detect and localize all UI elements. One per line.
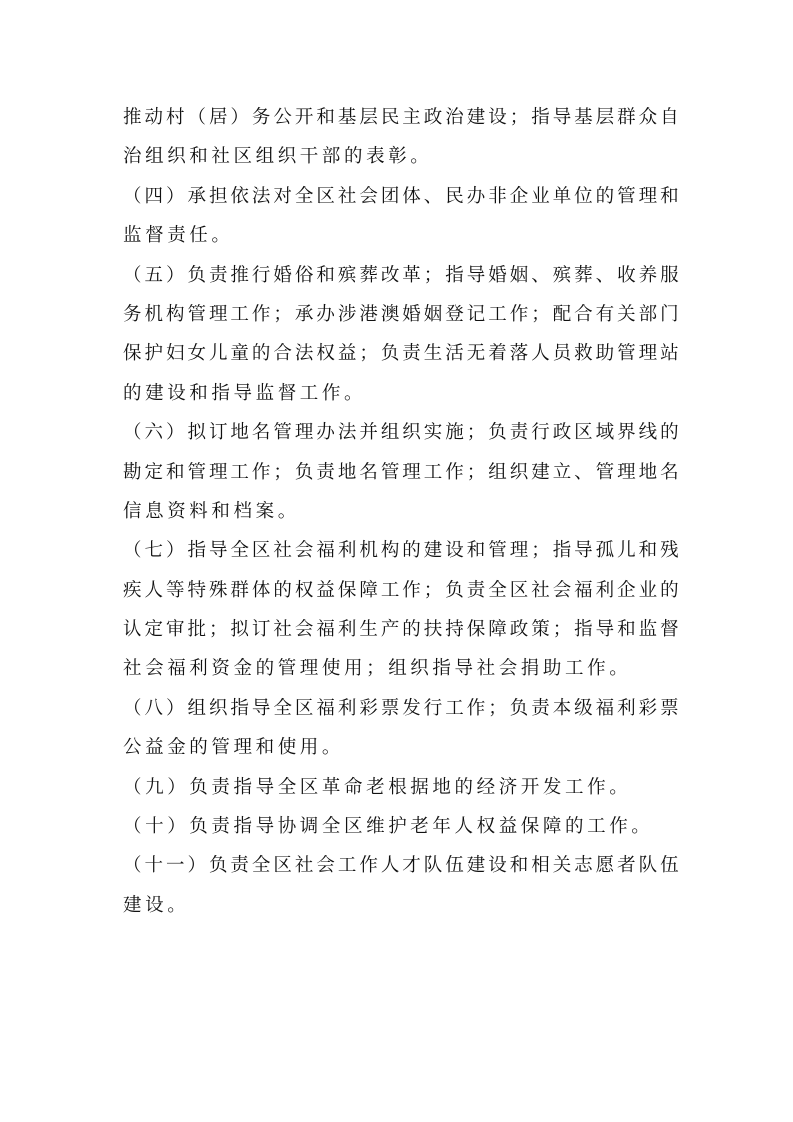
text-line: 治组织和社区组织干部的表彰。: [123, 146, 433, 168]
text-line: （ 六 ） 拟 订 地 名 管 理 办 法 并 组 织 实 施 ； 负 责 行 政 区 域 界 线 的: [123, 422, 679, 444]
text-line: 认 定 审 批 ； 拟 订 社 会 福 利 生 产 的 扶 持 保 障 政 策 ； 指 导 和 监 督: [123, 619, 679, 641]
text-line: 推 动 村 （ 居 ） 务 公 开 和 基 层 民 主 政 治 建 设 ； 指 导 基 层 群 众 自: [123, 107, 679, 128]
text-line: （ 十 一 ） 负 责 全 区 社 会 工 作 人 才 队 伍 建 设 和 相 关 志 愿 者 队 伍: [123, 855, 679, 877]
text-line: 勘 定 和 管 理 工 作 ； 负 责 地 名 管 理 工 作 ； 组 织 建 立 、 管 理 地 名: [123, 461, 679, 483]
text-line: （九）负责指导全区革命老根据地的经济开发工作。: [123, 776, 632, 798]
text-line: 监督责任。: [123, 225, 234, 247]
text-line: 信息资料和档案。: [123, 500, 300, 522]
text-line: 保 护 妇 女 儿 童 的 合 法 权 益 ； 负 责 生 活 无 着 落 人 员 救 助 管 理 站: [123, 343, 679, 365]
text-line: （ 四 ） 承 担 依 法 对 全 区 社 会 团 体 、 民 办 非 企 业 单 位 的 管 理 和: [123, 185, 679, 207]
text-line: （ 七 ） 指 导 全 区 社 会 福 利 机 构 的 建 设 和 管 理 ； 指 导 孤 儿 和 残: [123, 540, 679, 562]
text-line: （ 八 ） 组 织 指 导 全 区 福 利 彩 票 发 行 工 作 ； 负 责 本 级 福 利 彩 票: [123, 697, 679, 719]
text-line: （ 五 ） 负 责 推 行 婚 俗 和 殡 葬 改 革 ； 指 导 婚 姻 、 殡 葬 、 收 养 服: [123, 264, 679, 286]
text-line: 建设。: [123, 894, 190, 916]
text-line: 疾 人 等 特 殊 群 体 的 权 益 保 障 工 作 ； 负 责 全 区 社 会 福 利 企 业 的: [123, 579, 679, 601]
text-line: 社会福利资金的管理使用；组织指导社会捐助工作。: [123, 658, 632, 680]
text-line: 务 机 构 管 理 工 作 ； 承 办 涉 港 澳 婚 姻 登 记 工 作 ； 配 合 有 关 部 门: [123, 303, 679, 325]
text-line: （十）负责指导协调全区维护老年人权益保障的工作。: [123, 816, 654, 838]
document-body: [123, 98, 679, 925]
text-line: 公益金的管理和使用。: [123, 737, 345, 759]
text-line: 的建设和指导监督工作。: [123, 382, 367, 404]
